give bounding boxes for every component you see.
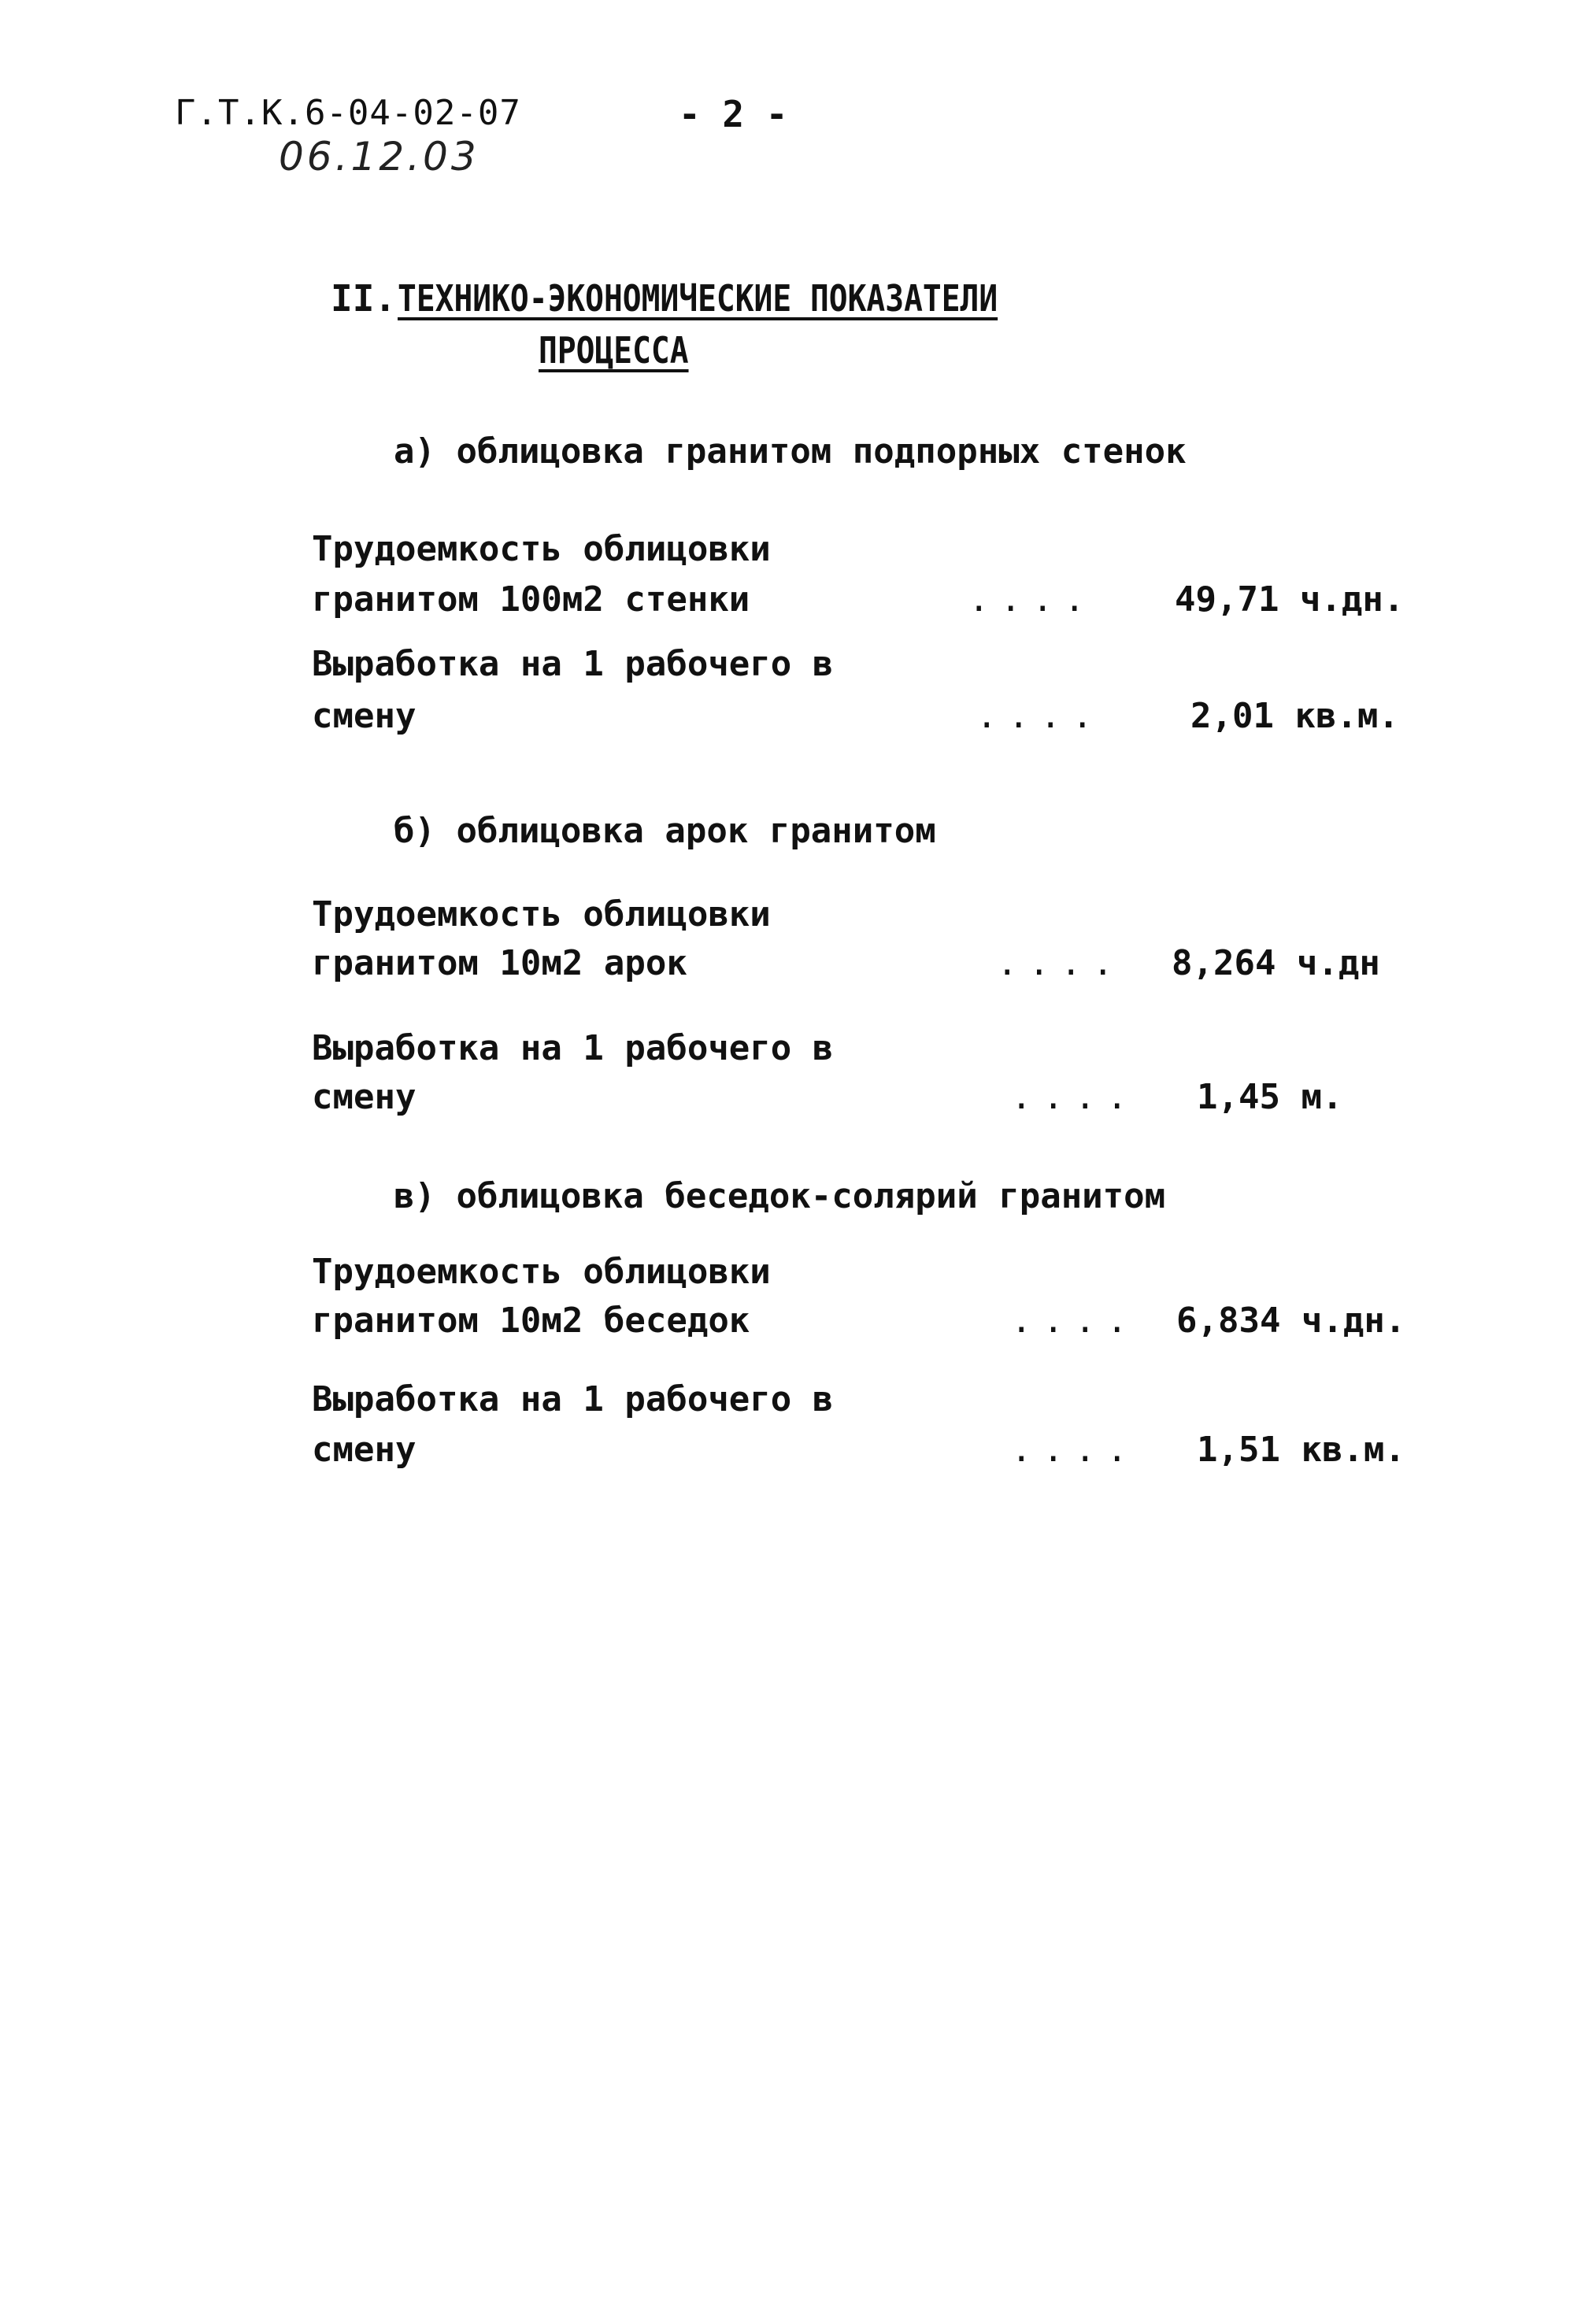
dot-leader: ....	[968, 579, 1096, 620]
indicator-value: 8,264 ч.дн	[1172, 943, 1380, 983]
indicator-label: смену	[312, 1430, 417, 1470]
dot-leader: ....	[1011, 1077, 1139, 1117]
indicator-label: Трудоемкость облицовки	[312, 1252, 771, 1292]
section-title-line1: ТЕХНИКО-ЭКОНОМИЧЕСКИЕ ПОКАЗАТЕЛИ	[398, 277, 998, 320]
indicator-label: Выработка на 1 рабочего в	[312, 1379, 834, 1419]
indicator-label: Выработка на 1 рабочего в	[312, 644, 834, 684]
indicator-value: 49,71 ч.дн.	[1175, 579, 1405, 620]
subsection-heading: б) облицовка арок гранитом	[394, 811, 936, 851]
document-code: Г.Т.К.6-04-02-07	[175, 93, 521, 133]
subsection-heading: а) облицовка гранитом подпорных стенок	[394, 431, 1187, 472]
indicator-value: 2,01 кв.м.	[1190, 696, 1399, 736]
subsection-heading: в) облицовка беседок-солярий гранитом	[394, 1176, 1166, 1216]
indicator-label: Трудоемкость облицовки	[312, 894, 771, 934]
indicator-label: смену	[312, 1077, 417, 1117]
indicator-label: гранитом 10м2 арок	[312, 943, 687, 983]
section-title-line2: ПРОЦЕССА	[539, 329, 689, 372]
indicator-label: гранитом 10м2 беседок	[312, 1301, 750, 1341]
indicator-value: 1,45 м.	[1197, 1077, 1343, 1117]
page-number: - 2 -	[679, 93, 788, 135]
indicator-label: Выработка на 1 рабочего в	[312, 1028, 834, 1068]
indicator-value: 6,834 ч.дн.	[1176, 1301, 1406, 1341]
indicator-label: Трудоемкость облицовки	[312, 529, 771, 569]
indicator-value: 1,51 кв.м.	[1197, 1430, 1405, 1470]
dot-leader: ....	[1011, 1430, 1139, 1470]
indicator-label: смену	[312, 696, 417, 736]
handwritten-date: 06.12.03	[279, 134, 479, 179]
indicator-label: гранитом 100м2 стенки	[312, 579, 750, 620]
dot-leader: ....	[997, 943, 1124, 983]
dot-leader: ....	[976, 696, 1104, 736]
section-number: II.	[331, 277, 397, 320]
dot-leader: ....	[1011, 1301, 1139, 1341]
